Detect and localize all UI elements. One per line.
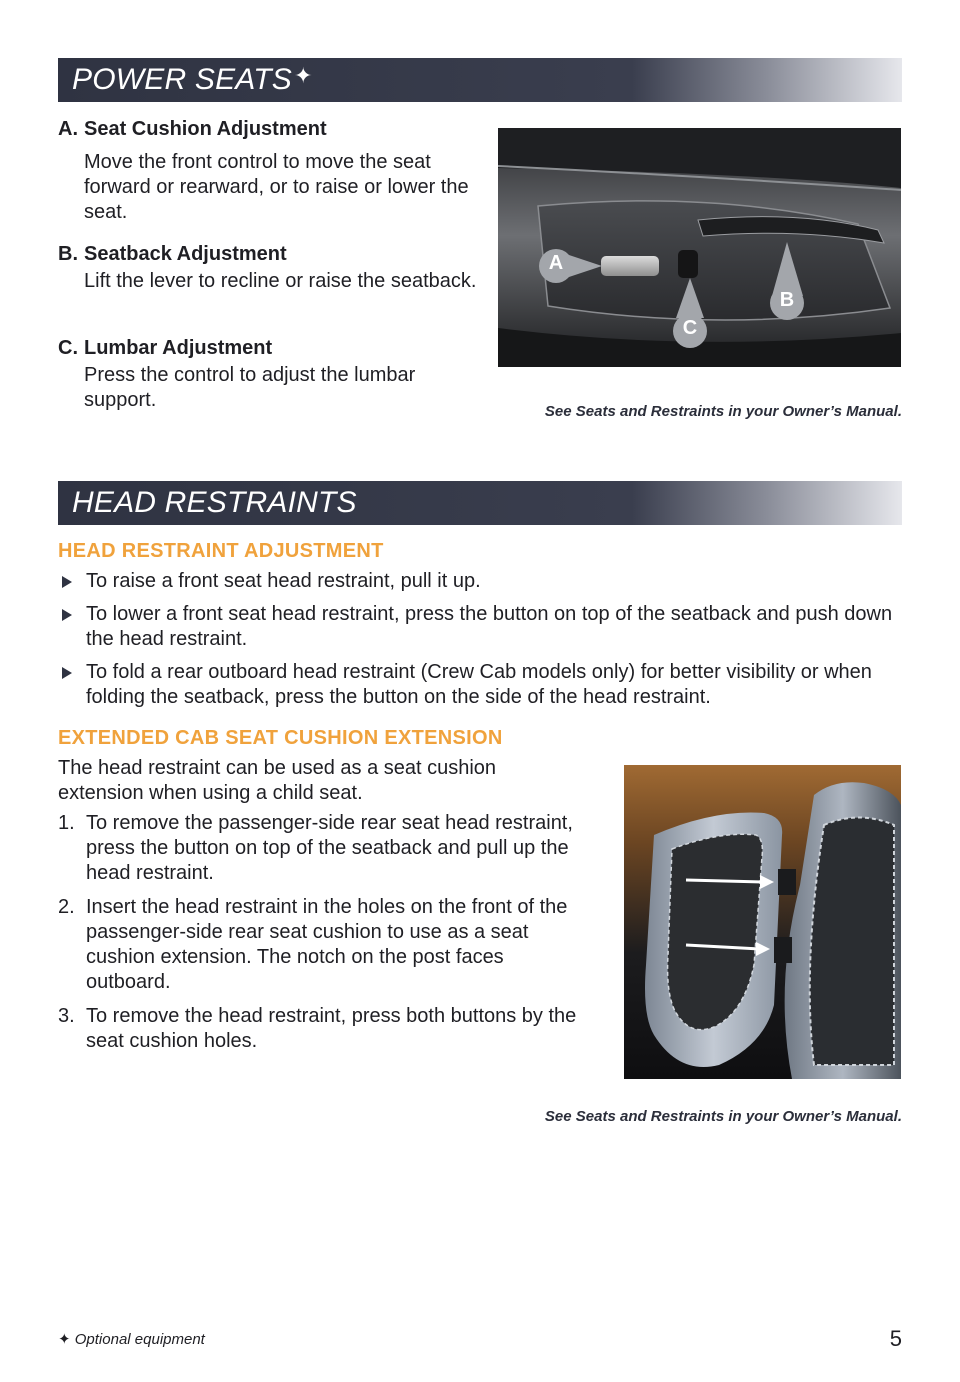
power-seat-item-a xyxy=(58,117,478,225)
optional-equipment-icon: ✦ xyxy=(58,1331,71,1348)
adjustment-bullet-2 xyxy=(62,602,907,652)
head-restraint-extension-photo xyxy=(624,765,901,1079)
power-seats-banner xyxy=(58,58,902,102)
step-3-number: 3. xyxy=(58,1005,75,1027)
item-a-letter: A. xyxy=(58,118,78,140)
photo-label-c: C xyxy=(682,317,698,339)
adjustment-bullet-3-text: To fold a rear outboard head restraint (Crew Cab models only) for better visibility or when folding the seatback, press the button on the side of the head restraint. xyxy=(86,661,872,708)
power-seats-title-text: POWER SEATS xyxy=(72,63,293,96)
head-restraints-title: HEAD RESTRAINTS xyxy=(72,486,357,519)
extended-cab-heading: EXTENDED CAB SEAT CUSHION EXTENSION xyxy=(58,727,503,749)
item-c-text: Press the control to adjust the lumbar support. xyxy=(84,364,416,411)
head-restraints-banner xyxy=(58,481,902,525)
bullet-arrow-icon xyxy=(62,576,72,588)
step-3-text: To remove the head restraint, press both buttons by the seat cushion holes. xyxy=(86,1005,577,1052)
item-a-heading xyxy=(58,117,478,142)
optional-equipment-icon: ✦ xyxy=(294,63,313,88)
step-1-text: To remove the passenger-side rear seat head restraint, press the button on top of the seatback and pull up the head restraint. xyxy=(86,812,573,884)
item-c-heading xyxy=(58,336,478,361)
power-seats-title xyxy=(72,63,313,97)
power-seats-caption: See Seats and Restraints in your Owner’s Manual. xyxy=(544,403,902,420)
extension-step-3 xyxy=(58,1004,583,1054)
item-b-text: Lift the lever to recline or raise the seatback. xyxy=(84,270,477,292)
head-restraint-adjustment-heading: HEAD RESTRAINT ADJUSTMENT xyxy=(58,540,384,562)
item-b-letter: B. xyxy=(58,243,78,265)
item-a-heading-text: Seat Cushion Adjustment xyxy=(84,118,327,140)
extension-step-2 xyxy=(58,895,583,995)
adjustment-bullet-3 xyxy=(62,660,907,710)
item-b-heading-text: Seatback Adjustment xyxy=(84,243,287,265)
adjustment-bullet-2-text: To lower a front seat head restraint, press the button on top of the seatback and push down the head restraint. xyxy=(86,603,893,650)
extension-step-1 xyxy=(58,811,583,886)
item-a-text: Move the front control to move the seat forward or rearward, or to raise or lower the seat. xyxy=(84,151,469,223)
item-c-letter: C. xyxy=(58,337,78,359)
photo-label-a: A xyxy=(548,252,564,274)
step-2-text: Insert the head restraint in the holes on the front of the passenger-side rear seat cushion to use as a seat cushion extension. The notch on the post faces outboard. xyxy=(86,896,568,993)
power-seat-item-c xyxy=(58,336,478,413)
footer-note xyxy=(58,1330,205,1348)
step-1-number: 1. xyxy=(58,812,75,834)
photo-label-b: B xyxy=(779,289,795,311)
power-seat-controls-photo xyxy=(498,128,901,367)
item-b-heading xyxy=(58,242,478,267)
adjustment-bullet-1-text: To raise a front seat head restraint, pull it up. xyxy=(86,570,481,592)
head-restraint-extension-illustration xyxy=(624,765,901,1079)
power-seat-item-b xyxy=(58,242,478,294)
head-restraints-caption: See Seats and Restraints in your Owner’s Manual. xyxy=(544,1108,902,1125)
extension-intro: The head restraint can be used as a seat cushion extension when using a child seat. xyxy=(58,757,497,804)
footer-note-text: Optional equipment xyxy=(74,1331,205,1348)
bullet-arrow-icon xyxy=(62,667,72,679)
step-2-number: 2. xyxy=(58,896,75,918)
page-number: 5 xyxy=(889,1326,902,1351)
item-c-heading-text: Lumbar Adjustment xyxy=(84,337,273,359)
adjustment-bullet-1 xyxy=(62,569,907,594)
bullet-arrow-icon xyxy=(62,609,72,621)
